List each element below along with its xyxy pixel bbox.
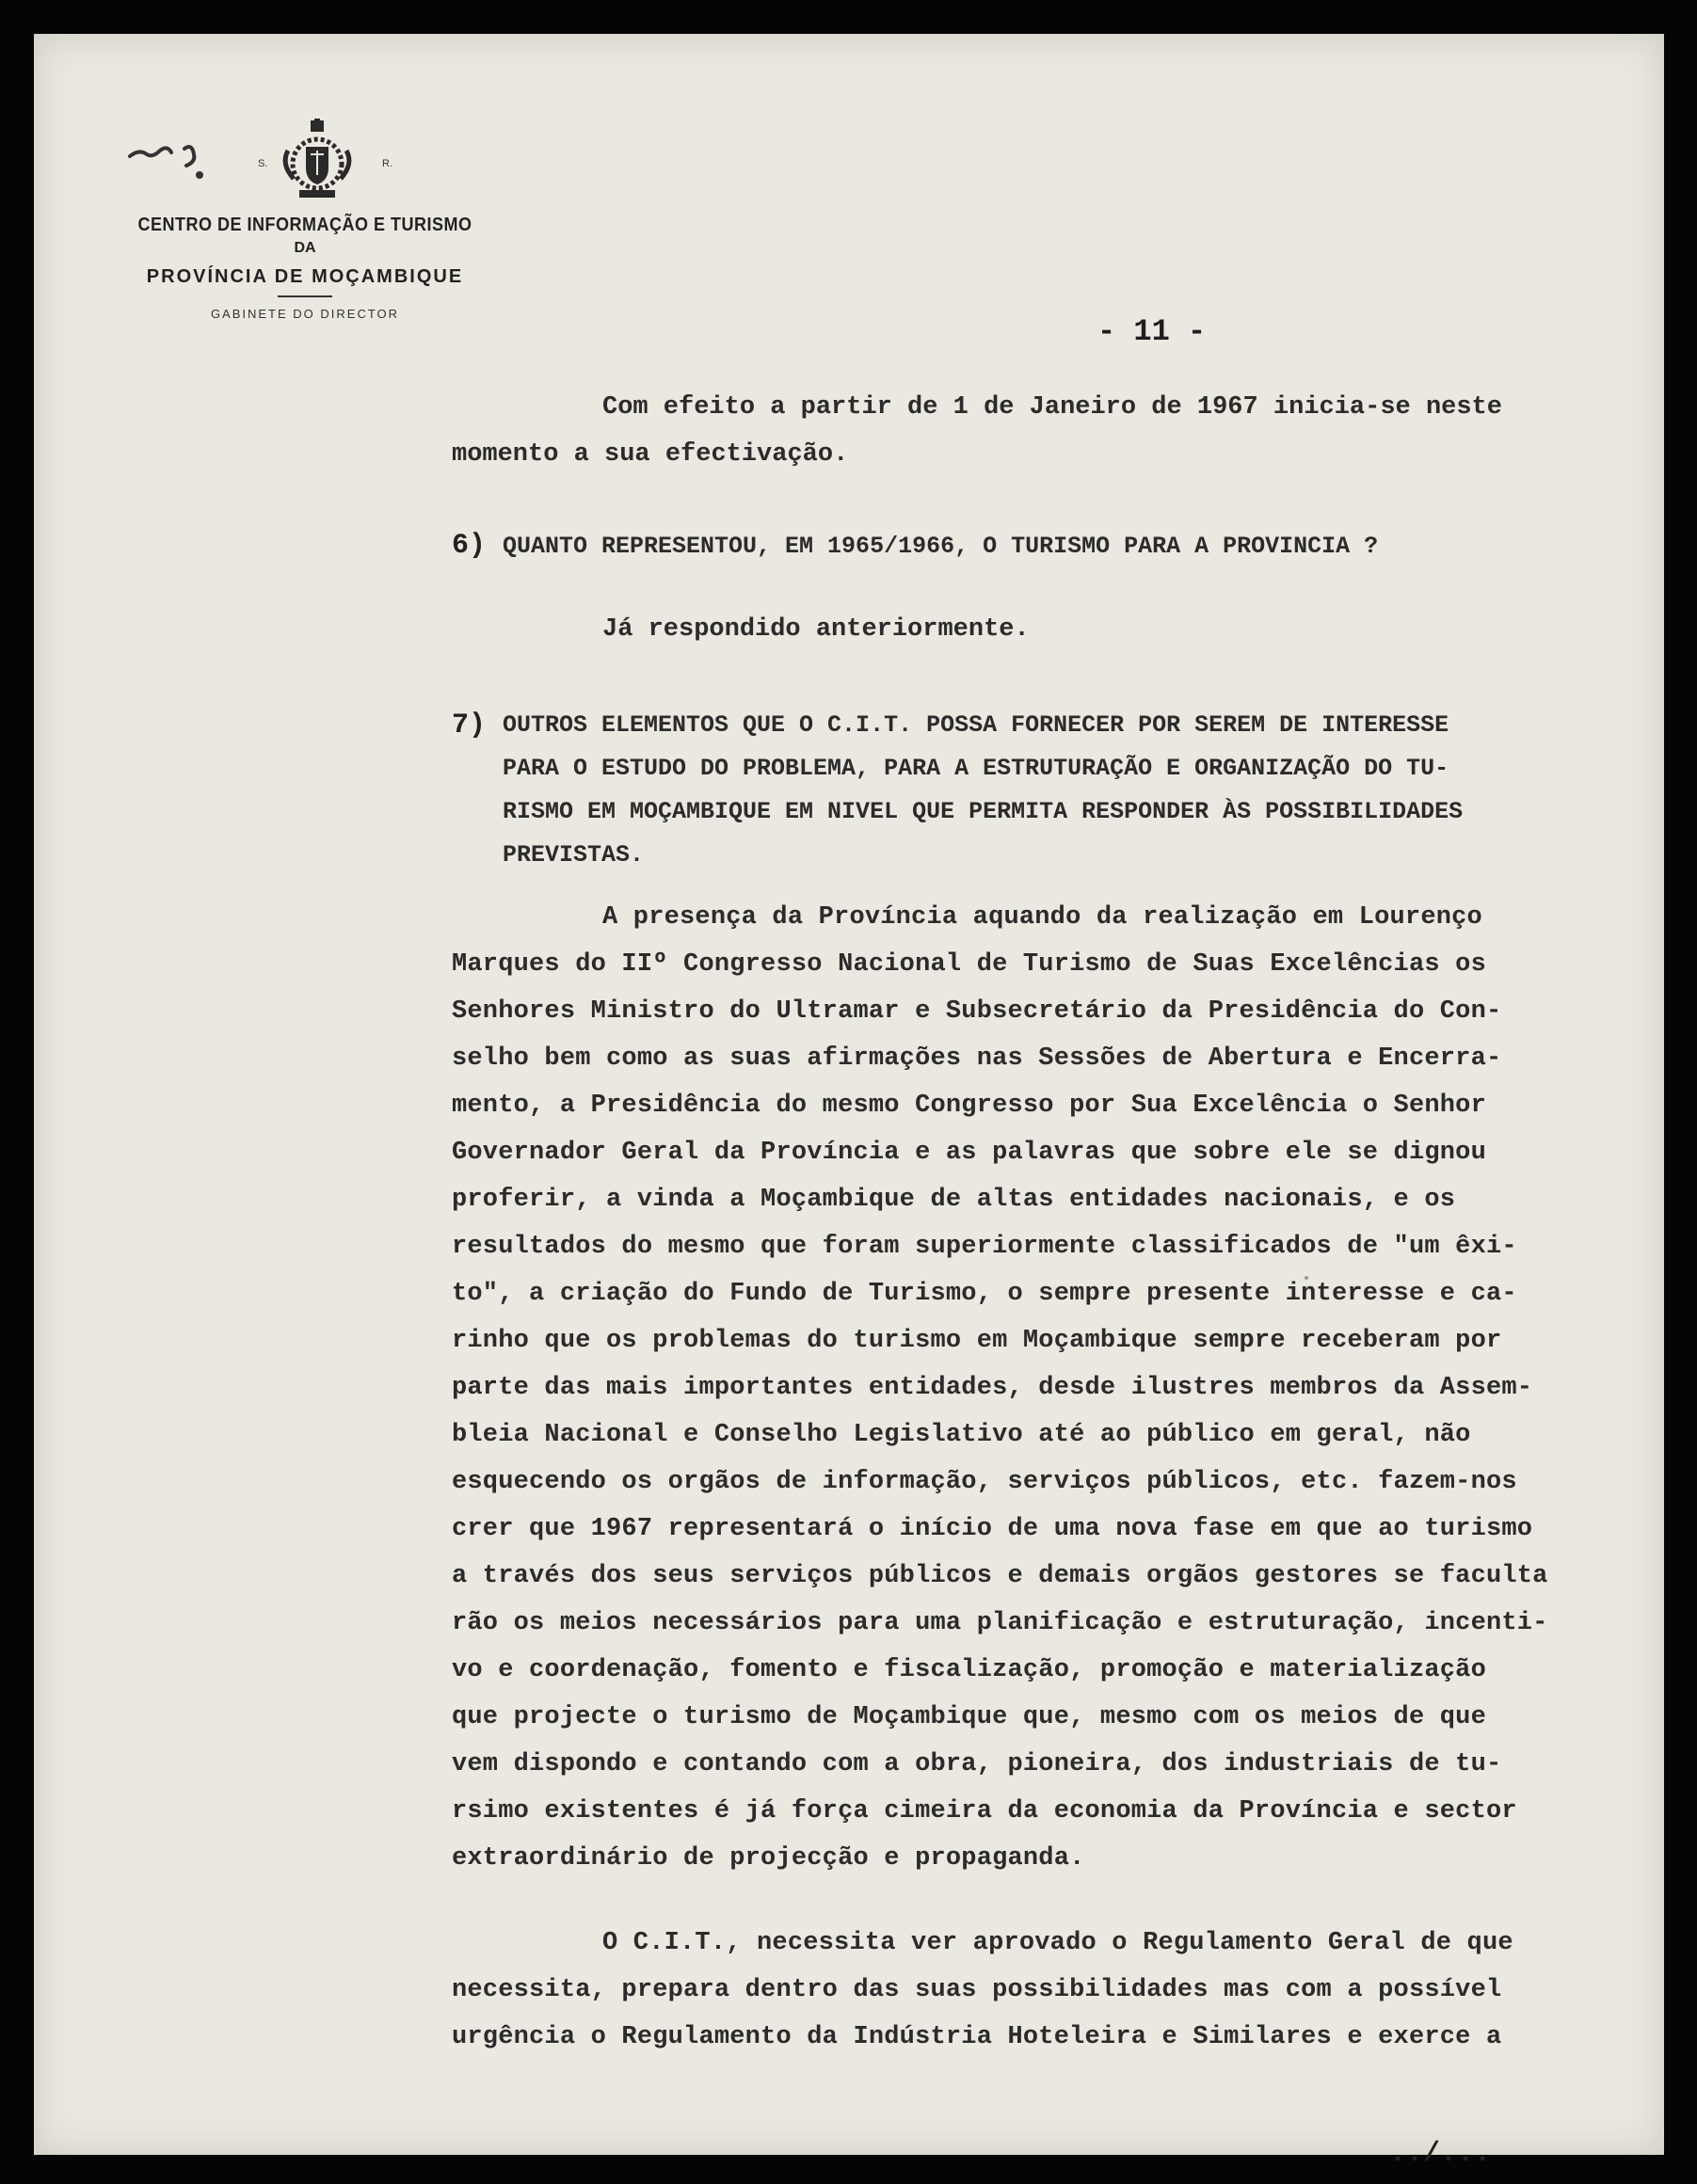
paragraph-1-line: A presença da Província aquando da realização em Lourenço [602,903,1482,932]
document-page [34,34,1664,2170]
paragraph-1-line: proferir, a vinda a Moçambique de altas entidades nacionais, e os [452,1186,1456,1214]
paragraph-1-line: bleia Nacional e Conselho Legislativo até ao público em geral, não [452,1421,1471,1449]
page-number: - 11 - [1097,314,1207,349]
question-7-line: PARA O ESTUDO DO PROBLEMA, PARA A ESTRUTURAÇÃO E ORGANIZAÇÃO DO TU- [503,755,1449,782]
question-6-number: 6) [452,530,487,562]
paragraph-1-line: rsimo existentes é já força cimeira da economia da Província e sector [452,1797,1517,1825]
intro-line-2: momento a sua efectivação. [452,440,849,469]
coat-of-arms-icon [275,119,360,203]
seal-row [117,90,493,203]
paragraph-1-line: selho bem como as suas afirmações nas Sessões de Abertura e Encerra- [452,1044,1502,1073]
paragraph-1-line: rinho que os problemas do turismo em Moçambique sempre receberam por [452,1327,1502,1355]
paragraph-1-line: Marques do IIº Congresso Nacional de Turismo de Suas Excelências os [452,950,1486,979]
paragraph-1-line: vo e coordenação, fomento e fiscalização, promoção e materialização [452,1656,1486,1684]
paragraph-1-line: esquecendo os orgãos de informação, serviços públicos, etc. fazem-nos [452,1468,1517,1496]
paragraph-1-line: mento, a Presidência do mesmo Congresso por Sua Excelência o Senhor [452,1092,1486,1120]
org-name-line-3: PROVÍNCIA DE MOÇAMBIQUE [146,266,464,287]
continuation-mark: ../... [1389,2138,1492,2170]
org-name-line-1: CENTRO DE INFORMAÇÃO E TURISMO [137,213,472,235]
letterhead-rule [278,295,332,297]
paragraph-1-line: resultados do mesmo que foram superiormente classificados de "um êxi- [452,1233,1517,1261]
paragraph-1-line: parte das mais importantes entidades, desde ilustres membros da Assem- [452,1374,1533,1402]
seal-letter-right: R. [382,158,392,169]
question-7-line: RISMO EM MOÇAMBIQUE EM NIVEL QUE PERMITA RESPONDER ÀS POSSIBILIDADES [503,798,1464,825]
org-name-line-2: DA [294,240,316,256]
question-6-answer: Já respondido anteriormente. [602,615,1030,644]
seal-letter-left: S. [258,158,268,169]
question-7-number: 7) [452,709,487,741]
paragraph-1-line: crer que 1967 representará o início de uma nova fase em que ao turismo [452,1515,1533,1543]
paper-speck [1305,1276,1308,1280]
paragraph-1-line: to", a criação do Fundo de Turismo, o sempre presente interesse e ca- [452,1280,1517,1308]
paragraph-1-line: vem dispondo e contando com a obra, pioneira, dos industriais de tu- [452,1750,1502,1778]
office-name: GABINETE DO DIRECTOR [210,307,400,321]
paragraph-1-line: extraordinário de projecção e propaganda. [452,1844,1085,1873]
paragraph-1-line: Governador Geral da Província e as palavras que sobre ele se dignou [452,1139,1486,1167]
paragraph-1-line: a través dos seus serviços públicos e demais orgãos gestores se faculta [452,1562,1548,1590]
question-6-text: QUANTO REPRESENTOU, EM 1965/1966, O TURISMO PARA A PROVINCIA ? [503,533,1379,560]
intro-line-1: Com efeito a partir de 1 de Janeiro de 1967 inicia-se neste [602,393,1502,422]
question-7-line: OUTROS ELEMENTOS QUE O C.I.T. POSSA FORNECER POR SEREM DE INTERESSE [503,711,1449,739]
paragraph-2-line: urgência o Regulamento da Indústria Hoteleira e Similares e exerce a [452,2023,1502,2051]
letterhead [117,90,493,321]
question-7-line: PREVISTAS. [503,841,645,869]
paragraph-1-line: Senhores Ministro do Ultramar e Subsecretário da Presidência do Con- [452,997,1502,1026]
ink-scribble-mark [126,128,230,184]
paragraph-1-line: que projecte o turismo de Moçambique que, mesmo com os meios de que [452,1703,1486,1731]
paragraph-1-line: rão os meios necessários para uma planificação e estruturação, incenti- [452,1609,1548,1637]
paragraph-2-line: O C.I.T., necessita ver aprovado o Regulamento Geral de que [602,1929,1513,1957]
paragraph-2-line: necessita, prepara dentro das suas possibilidades mas com a possível [452,1976,1502,2004]
